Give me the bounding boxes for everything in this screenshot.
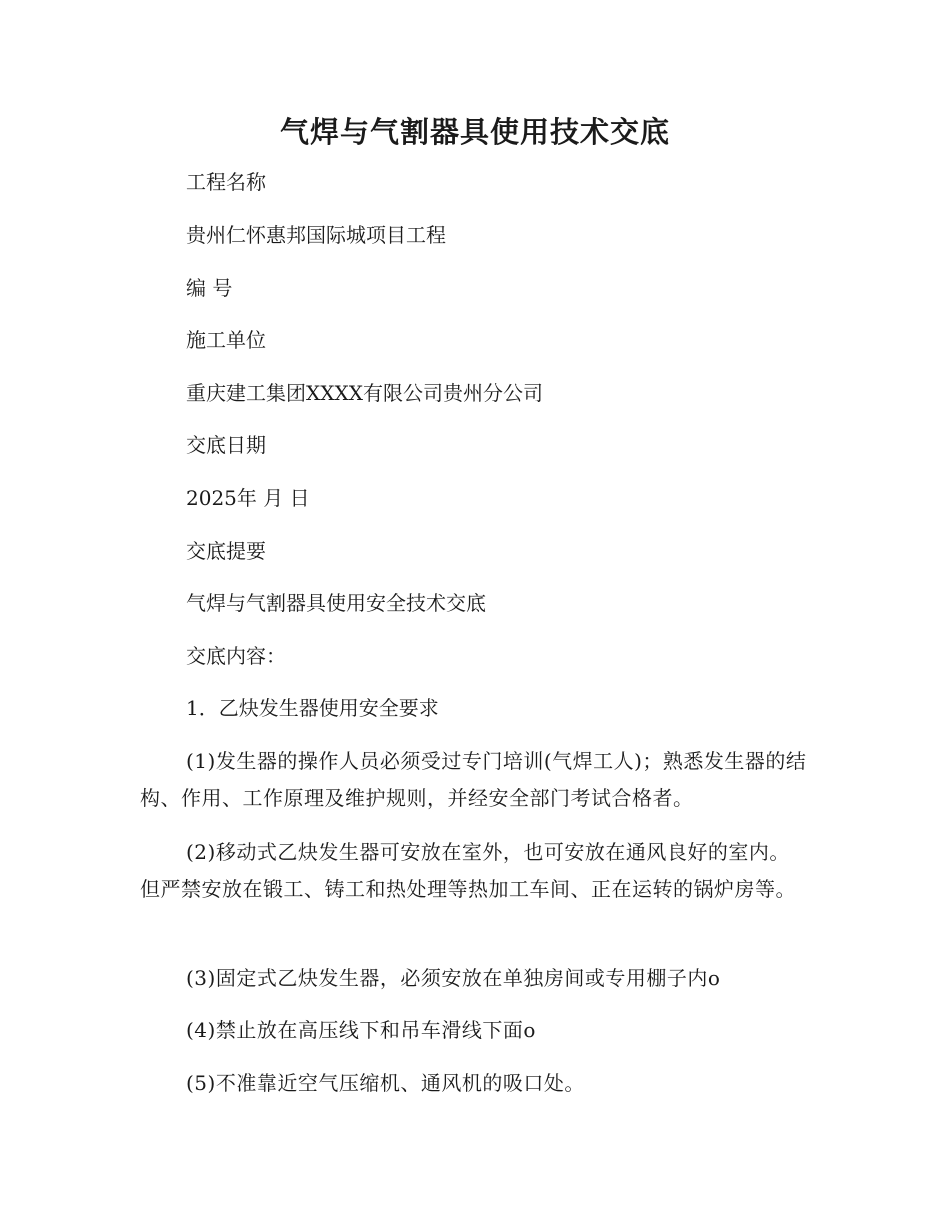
field-content-label: 交底内容： <box>186 644 286 668</box>
field-date-label: 交底日期 <box>186 433 266 457</box>
paragraph-1: (1)发生器的操作人员必须受过专门培训(气焊工人)；熟悉发生器的结构、作用、工作原理及维护规则，并经安全部门考试合格者。 <box>140 749 807 810</box>
field-project-name-value: 贵州仁怀惠邦国际城项目工程 <box>186 223 446 247</box>
field-summary-value: 气焊与气割器具使用安全技术交底 <box>186 591 486 615</box>
section-heading: 1．乙炔发生器使用安全要求 <box>186 696 439 720</box>
field-summary-label: 交底提要 <box>186 539 266 563</box>
paragraph-3: (3)固定式乙炔发生器，必须安放在单独房间或专用棚子内o <box>186 966 721 990</box>
field-contractor-label: 施工单位 <box>186 328 266 352</box>
field-number-label: 编 号 <box>186 276 233 300</box>
paragraph-4: (4)禁止放在高压线下和吊车滑线下面o <box>186 1018 536 1042</box>
paragraph-5: (5)不准靠近空气压缩机、通风机的吸口处。 <box>186 1071 585 1095</box>
document-title: 气焊与气割器具使用技术交底 <box>279 115 670 149</box>
field-contractor-value: 重庆建工集团XXXX有限公司贵州分公司 <box>186 381 543 405</box>
field-date-value: 2025年 月 日 <box>186 486 310 510</box>
field-project-name-label: 工程名称 <box>186 170 266 194</box>
paragraph-2: (2)移动式乙炔发生器可安放在室外，也可安放在通风良好的室内。但严禁安放在锻工、铸工和热处理等热加工车间、正在运转的锅炉房等。 <box>140 840 796 901</box>
